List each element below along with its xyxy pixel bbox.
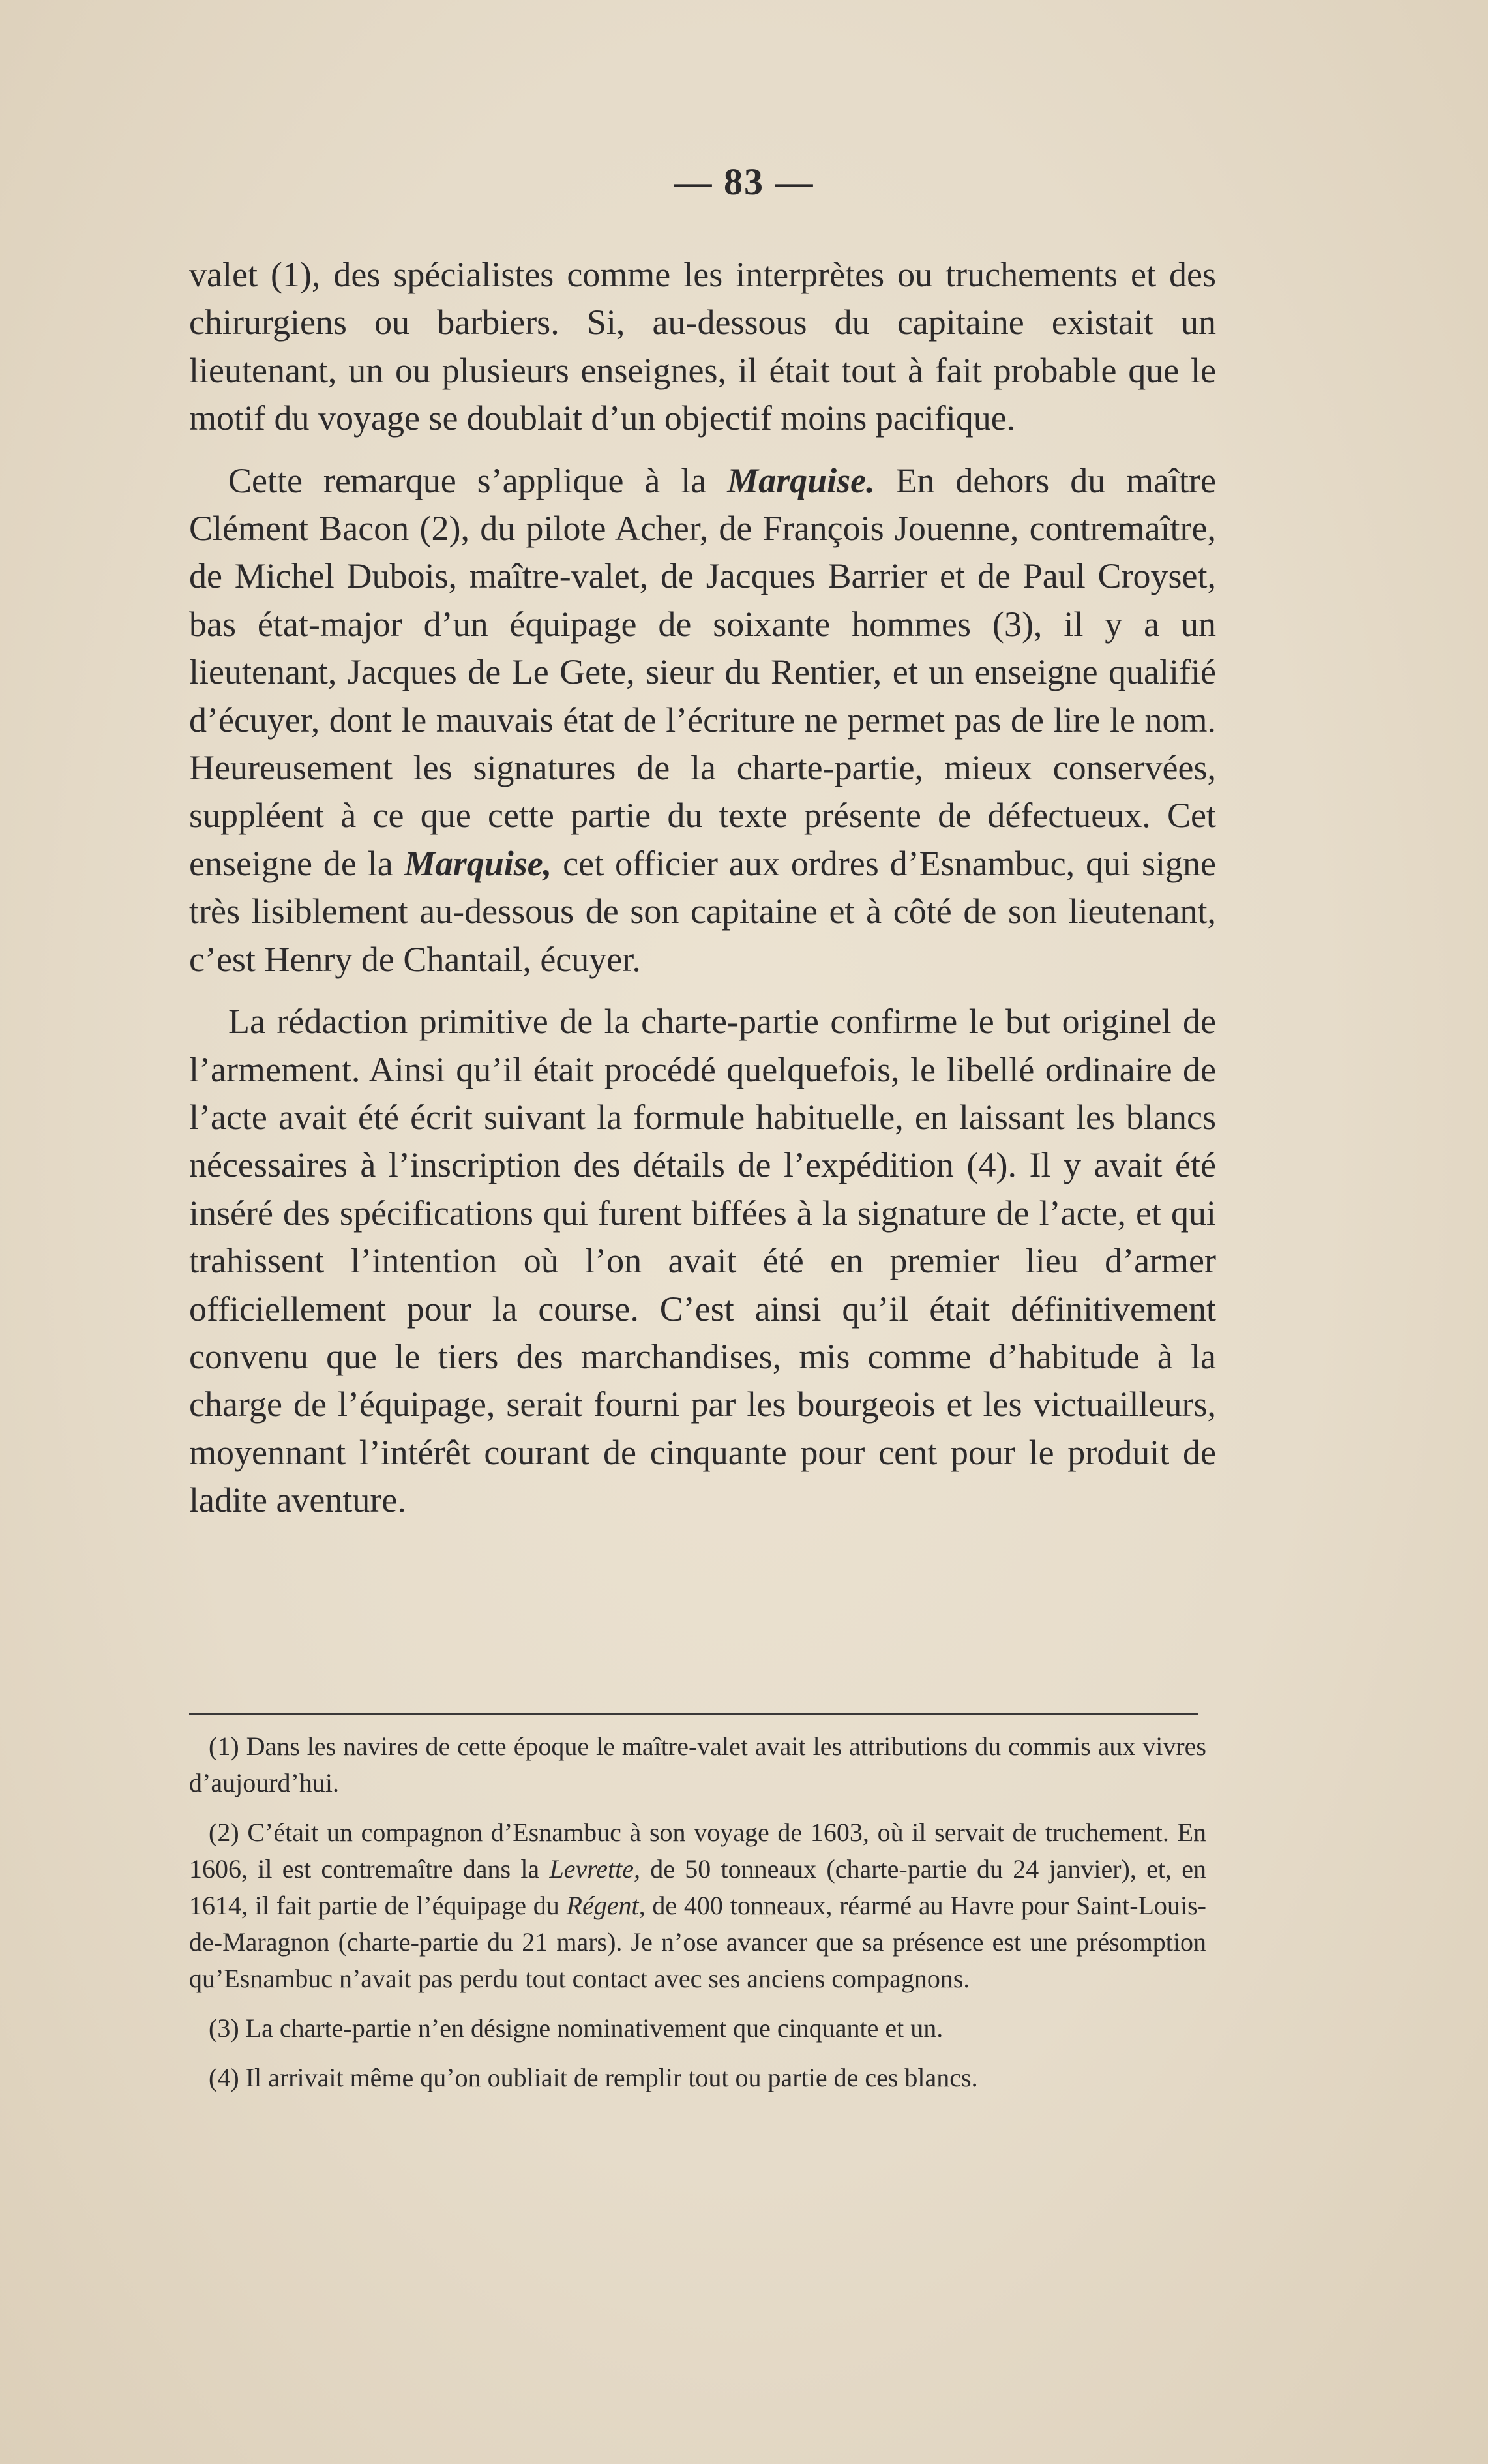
footnotes (189, 1728, 1206, 2109)
text-segment: cet officier aux ordres d’Esnambuc, qui signe très lisiblement au-dessous de son capitaine et à côté de son lieutenant, c’est Henry de Chantail, écuyer. (189, 843, 1216, 979)
footnote-text: de 400 tonneaux, réarmé au Havre pour Saint-Louis-de-Maragnon (charte-partie du 21 mars). Je n’ose avancer que sa présence est une présomption qu’Esnambuc n’avait pas perdu tout contact avec ses anciens compagnons. (189, 1891, 1206, 1993)
footnote-1 (189, 1728, 1206, 1801)
footnote-text: (1) Dans les navires de cette époque le maître-valet avait les attributions du commis aux vivres d’aujourd’hui. (189, 1732, 1206, 1797)
footnote-text: (3) La charte-partie n’en désigne nominativement que cinquante et un. (209, 2013, 944, 2043)
body-text (189, 251, 1216, 1525)
footnote-3 (189, 2010, 1206, 2047)
paragraph (189, 251, 1216, 443)
paragraph (189, 998, 1216, 1524)
text-segment: En dehors du maître Clément Bacon (2), du pilote Acher, de François Jouenne, contremaître, de Michel Dubois, maître-valet, de Jacques Barrier et de Paul Croyset, bas état-major d’un équipage de soixante hommes (3), il y a un lieutenant, Jacques de Le Gete, sieur du Rentier, et un enseigne qualifié d’écuyer, dont le mauvais état de l’écriture ne permet pas de lire le nom. Heureusement les signatures de la charte-partie, mieux conservées, suppléent à ce que cette partie du texte présente de défectueux. Cet enseigne de la (189, 460, 1216, 883)
text-segment: La rédaction primitive de la charte-partie confirme le but originel de l’armement. Ainsi qu’il était procédé quelquefois, le libellé ordinaire de l’acte avait été écrit suivant la formule habituelle, en laissant les blancs nécessaires à l’inscription des détails de l’expédition (4). Il y avait été inséré des spécifications qui furent biffées à la signature de l’acte, et qui trahissent l’intention où l’on avait été en premier lieu d’armer officiellement pour la course. C’est ainsi qu’il était définitivement convenu que le tiers des marchandises, mis comme d’habitude à la charge de l’équipage, serait fourni par les bourgeois et les victuailleurs, moyennant l’intérêt courant de cinquante pour cent pour le produit de ladite aventure. (189, 1002, 1216, 1520)
italic-ship-name: Levrette, (549, 1854, 641, 1884)
footnote-text: (2) C’était un compagnon d’Esnambuc à son voyage de 1603, où il servait de truchement. En 1606, il est contremaître dans la (189, 1818, 1206, 1884)
footnote-text: (4) Il arrivait même qu’on oubliait de remplir tout ou partie de ces blancs. (209, 2063, 978, 2092)
italic-ship-name: Marquise. (727, 460, 875, 500)
text-segment: valet (1), des spécialistes comme les interprètes ou truchements et des chirurgiens ou barbiers. Si, au-dessous du capitaine existait un lieutenant, un ou plusieurs enseignes, il était tout à fait probable que le motif du voyage se doublait d’un objectif moins pacifique. (189, 255, 1216, 438)
footnote-2 (189, 1814, 1206, 1997)
italic-ship-name: Marquise, (404, 843, 552, 883)
footnote-divider (189, 1713, 1198, 1715)
footnote-text: de 50 tonneaux (charte-partie du 24 janvier), et, en 1614, il fait partie de l’équipage du (189, 1854, 1206, 1920)
paragraph (189, 457, 1216, 984)
page-number: — 83 — (674, 160, 814, 203)
text-segment: Cette remarque s’applique à la (228, 460, 728, 500)
footnote-4 (189, 2060, 1206, 2096)
italic-ship-name: Régent, (566, 1891, 646, 1920)
